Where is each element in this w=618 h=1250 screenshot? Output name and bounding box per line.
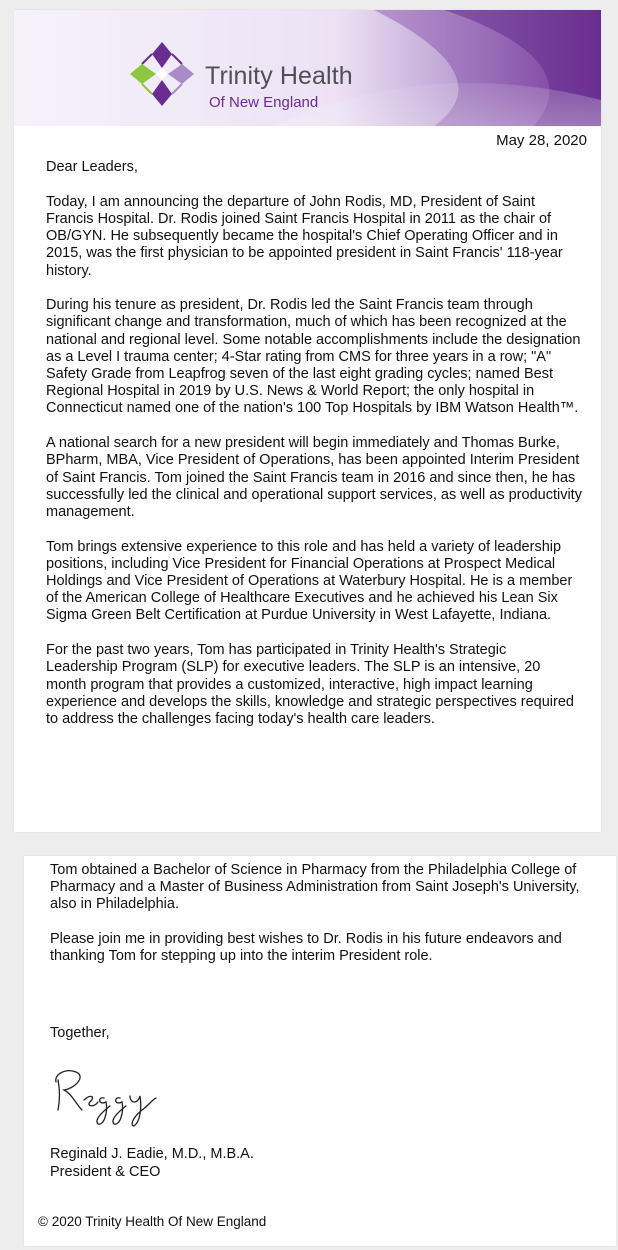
copyright-footer: © 2020 Trinity Health Of New England: [38, 1214, 267, 1229]
paragraph: Please join me in providing best wishes to Dr. Rodis in his future endeavors and thanking Tom for stepping up into the interim President role.: [50, 931, 562, 965]
letter-date: May 28, 2020: [496, 132, 587, 149]
signer-name: Reginald J. Eadie, M.D., M.B.A.: [50, 1146, 254, 1162]
letter-body-continued: [50, 862, 586, 983]
paragraph: For the past two years, Tom has participated in Trinity Health's Strategic Leadership Program (SLP) for executive leaders. The SLP is an intensive, 20 month program that provides a customized, interactive, high impact learning experience and develops the skills, knowledge and strategic perspectives required to address the challenges facing today's health care leaders.: [46, 642, 574, 727]
brand-name: Trinity Health: [205, 62, 353, 90]
handwritten-signature: [46, 1060, 176, 1134]
closing: Together,: [50, 1025, 110, 1041]
paragraph: Today, I am announcing the departure of John Rodis, MD, President of Saint Francis Hospital. Dr. Rodis joined Saint Francis Hospital in 2011 as the chair of OB/GYN. He subsequently became the hospital's Chief Operating Officer and in 2015, was the first physician to be appointed president in Saint Francis' 118-year history.: [46, 193, 563, 279]
paragraph: A national search for a new president will begin immediately and Thomas Burke, BPharm, MBA, Vice President of Operations, has been appointed Interim President of Saint Francis. Tom joined the Saint Francis team in 2016 and since then, he has successfully led the clinical and operational support services, as well as productivity management.: [46, 435, 582, 520]
brand-subtitle: Of New England: [209, 94, 319, 111]
trinity-cross-logo-icon: [126, 38, 198, 110]
paragraph: Tom brings extensive experience to this role and has held a variety of leadership positions, including Vice President for Financial Operations at Prospect Medical Holdings and Vice President of Operations at Waterbury Hospital. He is a member of the American College of Healthcare Executives and he achieved his Lean Six Sigma Green Belt Certification at Purdue University in West Lafayette, Indiana.: [46, 538, 573, 624]
paragraph: Tom obtained a Bachelor of Science in Pharmacy from the Philadelphia College of Pharmacy and a Master of Business Administration from Saint Joseph's University, also in Philadelphia.: [50, 862, 580, 913]
letter-page-bottom: [24, 856, 616, 1246]
letter-header: [14, 10, 601, 126]
letter-body: [46, 159, 582, 746]
letter-page-top: [14, 10, 601, 832]
salutation: Dear Leaders,: [46, 159, 138, 175]
signer-block: [50, 1146, 254, 1181]
paragraph: During his tenure as president, Dr. Rodis led the Saint Francis team through significant change and transformation, much of which has been recognized at the national and regional level. Some notable accomplishments include the designation as a Level I trauma center; 4-Star rating from CMS for three years in a row; "A" Safety Grade from Leapfrog seven of the last eight grading cycles; named Best Regional Hospital in 2019 by U.S. News & World Report; the only hospital in Connecticut named one of the nation's 100 Top Hospitals by IBM Watson Health™.: [46, 297, 581, 417]
signer-title: President & CEO: [50, 1163, 161, 1180]
